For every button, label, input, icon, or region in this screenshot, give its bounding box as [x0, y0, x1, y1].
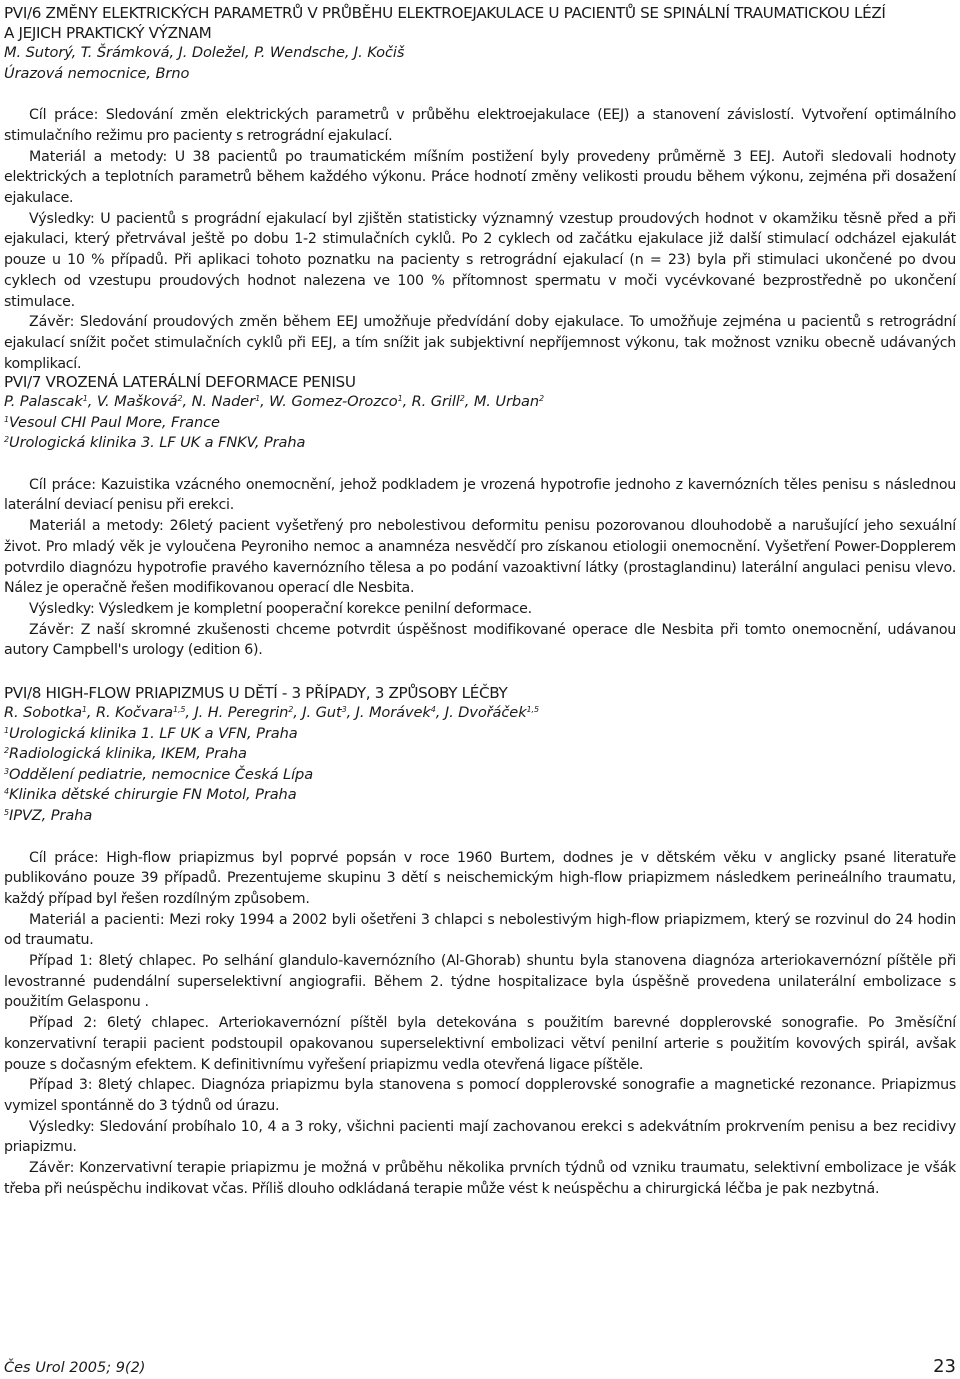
- paragraph-results: [4, 1117, 956, 1158]
- paragraph-label: Výsledky:: [29, 1118, 95, 1135]
- affiliation: $^2$Radiologická klinika, IKEM, Praha: [4, 745, 247, 763]
- paragraph-conclusion: [4, 1158, 956, 1199]
- paragraph-label: Případ 2:: [29, 1015, 97, 1032]
- author: M. Urban$^2$: [473, 393, 545, 410]
- abstract-title-line-2: A JEJICH PRAKTICKÝ VÝZNAM: [4, 24, 212, 42]
- paragraph-text: U 38 pacientů po traumatickém míšním postižení byly provedeny průměrně 3 EEJ. Autoři sledovali hodnoty elektrických a teplotních parametrů během každého výkonu. Práce hodnotí změny velikosti proudu během výkonu, zejména při dosažení ejakulace.: [4, 148, 956, 206]
- paragraph-text: 8letý chlapec. Diagnóza priapizmu byla stanovena s pomocí dopplerovské sonografie a magnetické rezonance. Priapizmus vymizel spontánně do 3 týdnů od úrazu.: [4, 1077, 957, 1114]
- paragraph-text: Sledování změn elektrických parametrů v průběhu elektroejakulace (EEJ) a stanovení závislostí. Vytvoření optimálního stimulačního režimu pro pacienty s retrográdní ejakulací.: [4, 107, 956, 144]
- paragraph-conclusion: [4, 312, 956, 374]
- paragraph-label: Případ 1:: [29, 953, 93, 970]
- abstract-pvi6: [4, 3, 956, 374]
- paragraph-label: Cíl práce:: [29, 107, 99, 124]
- author: J. Dvořáček$^{1,5}$: [444, 704, 539, 721]
- author: J. Gut$^3$,: [302, 704, 356, 721]
- author: N. Nader$^1$,: [191, 393, 270, 410]
- abstract-pvi7: [4, 372, 956, 661]
- paragraph-text: U pacientů s prográdní ejakulací byl zjištěn statisticky významný vzestup proudových hodnot v okamžiku těsně před a při ejakulaci, který přetrvával ještě po dobu 1-2 stimulačních cyklů. Po 2 cyklech od začátku ejakulace již další stimulací odcházel ejakulát pouze u 10 % případů. Při aplikaci tohoto poznatku na pacienty s retrográdní ejakulací (n = 23) byla při stimulaci ukončené po dvou cyklech od vzestupu proudových hodnot nalezena ve 100 % přítomnost spermatu v moči vycévkované bezprostředně po ukončení stimulace.: [4, 210, 956, 310]
- paragraph-text: Sledování proudových změn během EEJ umožňuje předvídání doby ejakulace. To umožňuje zejména u pacientů s retrográdní ejakulací snížit počet stimulačních cyklů při EEJ, a tím snížit jak subjektivní nepříjemnost výkonu, tak možnost vzniku obecně udávaných komplikací.: [4, 314, 956, 372]
- paragraph-case-1: [4, 951, 956, 1013]
- paragraph-text: Sledování probíhalo 10, 4 a 3 roky, všichni pacienti mají zachovanou erekci s adekvátním prokrvením penisu a bez recidivy priapizmu.: [4, 1118, 956, 1156]
- paragraph-label: Závěr:: [29, 1160, 75, 1177]
- author: R. Grill$^2$,: [411, 393, 474, 410]
- paragraph-text: 26letý pacient vyšetřený pro nebolestivou deformitu penisu pozorovanou dlouhodobě a narušující jeho sexuální život. Pro mladý věk je vyloučena Peyroniho nemoc a anamnéza nesvědčí pro získanou etiologii onemocnění. Vyšetření Power-Dopplerem potvrdilo diagnózu hypotrofie pravého kavernózního tělesa a po podání vazoaktivní látky (prostaglandinu) laterální angulaci penisu vlevo. Nález je operačně řešen modifikovanou operací dle Nesbita.: [4, 518, 956, 597]
- paragraph-text: Mezi roky 1994 a 2002 byli ošetřeni 3 chlapci s nebolestivým high-flow priapizmem, který se rozvinul do 24 hodin od traumatu.: [4, 911, 956, 949]
- abstract-body: [4, 475, 956, 661]
- journal-citation: Čes Urol 2005; 9(2): [4, 1360, 146, 1376]
- paragraph-label: Výsledky:: [29, 601, 95, 617]
- author: R. Sobotka$^1$,: [4, 704, 96, 721]
- paragraph-label: Materiál a metody:: [29, 518, 164, 535]
- abstract-authors: M. Sutorý, T. Šrámková, J. Doležel, P. Wendsche, J. Kočiš: [4, 44, 405, 61]
- paragraph-text: Výsledkem je kompletní pooperační korekce penilní deformace.: [94, 601, 532, 617]
- paragraph-text: Z naší skromné zkušenosti chceme potvrdit úspěšnost modifikované operace dle Nesbita při tomto onemocnění, udávanou autory Campbell's urology (edition 6).: [4, 621, 956, 659]
- paragraph-text: 8letý chlapec. Po selhání glandulo-kavernózního (Al-Ghorab) shuntu byla stanovena diagnóza arteriokavernózní píštěle při levostranné pudendální superselektivní angiografii. Během 2. týdne hospitalizace byla úspěšně provedena unilaterální embolizace s použitím Gelasponu .: [4, 953, 956, 1011]
- paragraph-text: 6letý chlapec. Arteriokavernózní píštěl byla detekována s použitím barevné dopplerovské sonografie. Po 3měsíční konzervativní terapii pacient podstoupil opakovanou superselektivní embolizaci větví penilní arterie s použitím kovových spirál, avšak pouze s dočasným efektem. K definitivnímu vyřešení priapizmu vedla otevřená ligace píštěle.: [4, 1015, 956, 1073]
- abstract-title-line-1: PVI/6 ZMĚNY ELEKTRICKÝCH PARAMETRŮ V PRŮBĚHU ELEKTROEJAKULACE U PACIENTŮ SE SPINÁLNÍ TRAUMATICKOU LÉZÍ: [4, 4, 886, 22]
- paragraph-label: Materiál a metody:: [29, 148, 168, 165]
- abstract-authors: [4, 392, 956, 413]
- abstract-title: PVI/8 HIGH-FLOW PRIAPIZMUS U DĚTÍ - 3 PŘÍPADY, 3 ZPŮSOBY LÉČBY: [4, 684, 508, 702]
- author: V. Mašková$^2$,: [96, 393, 192, 410]
- paragraph-results: [4, 209, 956, 313]
- affiliation: $^5$IPVZ, Praha: [4, 806, 93, 824]
- affiliation: $^2$Urologická klinika 3. LF UK a FNKV, Praha: [4, 434, 306, 452]
- paragraph-results: [4, 599, 956, 620]
- affiliation: $^1$Urologická klinika 1. LF UK a VFN, Praha: [4, 724, 298, 742]
- author: P. Palascak$^1$,: [4, 393, 97, 410]
- affiliation: $^4$Klinika dětské chirurgie FN Motol, Praha: [4, 786, 297, 804]
- abstract-title: PVI/7 VROZENÁ LATERÁLNÍ DEFORMACE PENISU: [4, 373, 356, 391]
- paragraph-patients: [4, 910, 956, 951]
- author: R. Kočvara$^{1,5}$,: [96, 704, 195, 721]
- paragraph-label: Materiál a pacienti:: [29, 911, 165, 928]
- paragraph-text: High-flow priapizmus byl poprvé popsán v roce 1960 Burtem, dodnes je v dětském věku v anglicky psané literatuře publikováno pouze 39 případů. Prezentujeme skupinu 3 dětí s neischemickým high-flow priapizmem následkem perineálního traumatu, každý případ byl řešen rozdílným způsobem.: [4, 849, 956, 907]
- author: J. Morávek$^4$,: [355, 704, 445, 721]
- paragraph-label: Cíl práce:: [29, 476, 96, 493]
- abstract-authors: [4, 703, 956, 724]
- affiliation: $^3$Oddělení pediatrie, nemocnice Česká Lípa: [4, 765, 314, 783]
- author: J. H. Peregrin$^2$,: [194, 704, 303, 721]
- page-number: 23: [933, 1356, 956, 1377]
- affiliation: $^1$Vesoul CHI Paul More, France: [4, 413, 220, 431]
- paragraph-aim: [4, 105, 956, 146]
- paragraph-case-3: [4, 1075, 956, 1116]
- paragraph-label: Závěr:: [29, 621, 75, 638]
- abstract-institution: Úrazová nemocnice, Brno: [4, 64, 190, 82]
- paragraph-label: Cíl práce:: [29, 849, 99, 866]
- paragraph-conclusion: [4, 620, 956, 661]
- abstract-pvi8: [4, 683, 956, 1200]
- paragraph-methods: [4, 147, 956, 209]
- abstract-title: [4, 3, 956, 43]
- paragraph-label: Případ 3:: [29, 1077, 93, 1094]
- paragraph-methods: [4, 516, 956, 599]
- paragraph-label: Výsledky:: [29, 210, 95, 227]
- abstract-body: [4, 105, 956, 374]
- paragraph-text: Konzervativní terapie priapizmu je možná v průběhu několika prvních týdnů od vzniku traumatu, selektivní embolizace je všák třeba při neúspěchu indikovat včas. Příliš dlouho odkládaná terapie může vést k neúspěchu a chirurgická léčba je pak nezbytná.: [4, 1160, 956, 1197]
- paragraph-label: Závěr:: [29, 314, 75, 331]
- paragraph-aim: [4, 848, 956, 910]
- author: W. Gomez-Orozco$^1$,: [269, 393, 412, 410]
- abstract-body: [4, 848, 956, 1200]
- paragraph-case-2: [4, 1013, 956, 1075]
- paragraph-aim: [4, 475, 956, 516]
- paragraph-text: Kazuistika vzácného onemocnění, jehož podkladem je vrozená hypotrofie jednoho z kavernózních těles penisu s následnou laterální deviací penisu při erekci.: [4, 476, 957, 514]
